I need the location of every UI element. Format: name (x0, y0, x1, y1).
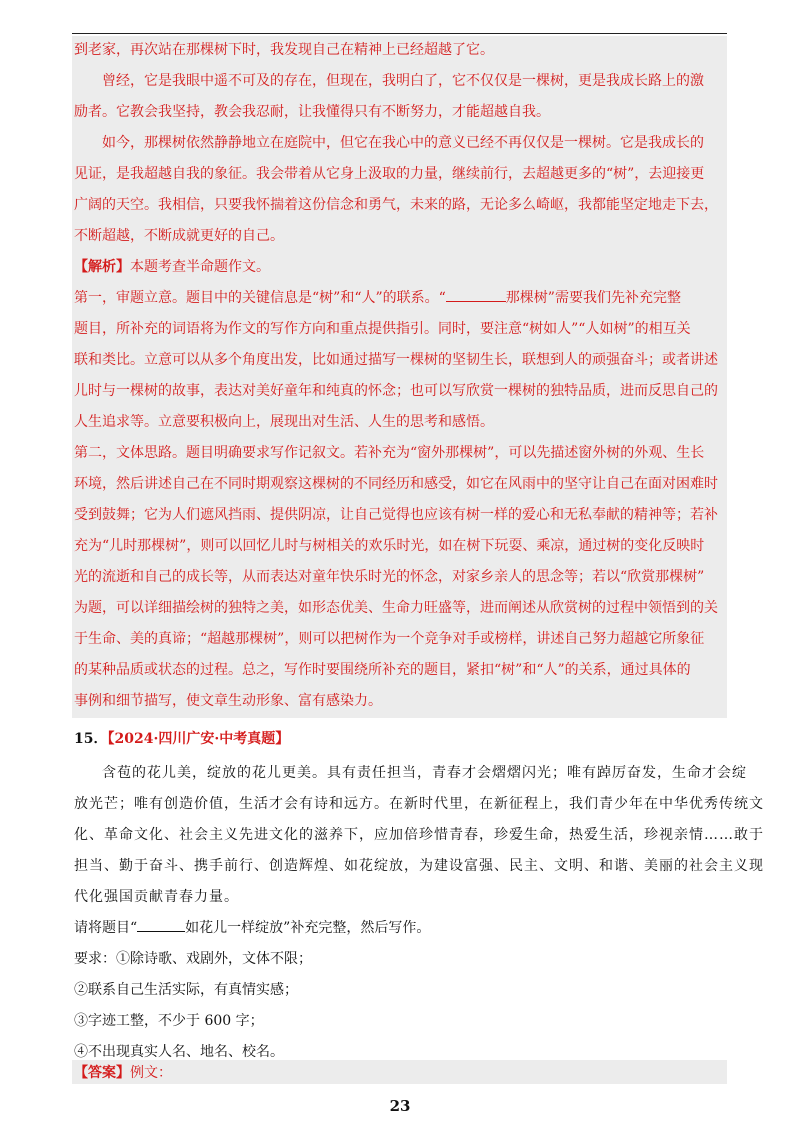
writing-prompt (74, 918, 430, 938)
essay-line: 到老家，再次站在那棵树下时，我发现自己在精神上已经超越了它。 (74, 42, 494, 58)
answer-heading (74, 1063, 172, 1083)
analysis-line: 光的流逝和自己的成长等，从而表达对童年快乐时光的怀念，对家乡亲人的思念等；若以“欣赏那棵树” (74, 569, 705, 585)
top-rule (72, 33, 727, 34)
analysis-tag: 【解析】 (74, 259, 130, 275)
fill-blank (137, 919, 185, 932)
requirement-line: ④不出现真实人名、地名、校名。 (74, 1044, 284, 1060)
question-heading (74, 729, 289, 749)
analysis-p1-first-line (74, 288, 681, 308)
essay-line: 见证，是我超越自我的象征。我会带着从它身上汲取的力量，继续前行，去超越更多的“树”，去迎接更 (74, 166, 705, 182)
material-line: 代化强国贡献青春力量。 (74, 889, 239, 905)
analysis-line: 受到鼓舞；它为人们遮风挡雨、提供阴凉，让自己觉得也应该有树一样的爱心和无私奉献的精神等；若补 (74, 507, 718, 523)
material-line: 放光芒；唯有创造价值，生活才会有诗和远方。在新时代里，在新征程上，我们青少年在中华优秀传统文 (74, 796, 764, 812)
material-line: 担当、勤于奋斗、携手前行、创造辉煌、如花绽放，为建设富强、民主、文明、和谐、美丽的社会主义现 (74, 858, 764, 874)
question-number: 15． (74, 731, 108, 747)
fill-blank (446, 289, 506, 302)
essay-line: 曾经，它是我眼中遥不可及的存在，但现在，我明白了，它不仅仅是一棵树，更是我成长路上的激 (102, 73, 704, 89)
essay-line: 励者。它教会我坚持，教会我忍耐，让我懂得只有不断努力，才能超越自我。 (74, 104, 550, 120)
analysis-p1-start: 第一，审题立意。题目中的关键信息是“树”和“人”的联系。“ (74, 290, 446, 306)
answer-text: 例文： (130, 1065, 172, 1081)
analysis-line: 人生追求等。立意要积极向上，展现出对生活、人生的思考和感悟。 (74, 414, 494, 430)
analysis-line: 充为“儿时那棵树”，则可以回忆儿时与树相关的欢乐时光，如在树下玩耍、乘凉，通过树的变化反映时 (74, 538, 705, 554)
analysis-line: 第二，文体思路。题目明确要求写作记叙文。若补充为“窗外那棵树”，可以先描述窗外树的外观、生长 (74, 445, 705, 461)
analysis-line: 联和类比。立意可以从多个角度出发，比如通过描写一棵树的坚韧生长，联想到人的顽强奋斗；或者讲述 (74, 352, 718, 368)
question-source: 【2024·四川广安·中考真题】 (107, 731, 290, 747)
analysis-heading (74, 257, 270, 277)
analysis-line: 的某种品质或状态的过程。总之，写作时要围绕所补充的题目，紧扣“树”和“人”的关系，通过具体的 (74, 662, 691, 678)
analysis-line: 事例和细节描写，使文章生动形象、富有感染力。 (74, 693, 382, 709)
material-line: 化、革命文化、社会主义先进文化的滋养下，应加倍珍惜青春，珍爱生命，热爱生活，珍视亲情……敢于 (74, 827, 764, 843)
analysis-line: 为题，可以详细描绘树的独特之美，如形态优美、生命力旺盛等，进而阐述从欣赏树的过程中领悟到的关 (74, 600, 718, 616)
analysis-line: 题目，所补充的词语将为作文的写作方向和重点提供指引。同时，要注意“树如人”“人如树”的相互关 (74, 321, 691, 337)
essay-line: 不断超越，不断成就更好的自己。 (74, 228, 284, 244)
essay-line: 如今，那棵树依然静静地立在庭院中，但它在我心中的意义已经不再仅仅是一棵树。它是我成长的 (102, 135, 704, 151)
prompt-after-blank: 如花儿一样绽放”补充完整，然后写作。 (185, 920, 431, 936)
material-line: 含苞的花儿美，绽放的花儿更美。具有责任担当，青春才会熠熠闪光；唯有踔厉奋发，生命才会绽 (102, 765, 747, 781)
prompt-start: 请将题目“ (74, 920, 138, 936)
analysis-intro: 本题考查半命题作文。 (130, 259, 270, 275)
requirement-line: 要求：①除诗歌、戏剧外，文体不限； (74, 951, 312, 967)
analysis-line: 儿时与一棵树的故事，表达对美好童年和纯真的怀念；也可以写欣赏一棵树的独特品质，进而反思自己的 (74, 383, 718, 399)
requirement-line: ②联系自己生活实际，有真情实感； (74, 982, 298, 998)
analysis-p1-after-blank: 那棵树”需要我们先补充完整 (505, 290, 681, 306)
analysis-line: 环境，然后讲述自己在不同时期观察这棵树的不同经历和感受，如它在风雨中的坚守让自己在面对困难时 (74, 476, 718, 492)
essay-line: 广阔的天空。我相信，只要我怀揣着这份信念和勇气，未来的路，无论多么崎岖，我都能坚定地走下去， (74, 197, 718, 213)
requirement-line: ③字迹工整，不少于 600 字； (74, 1013, 264, 1029)
page-number: 23 (389, 1097, 411, 1115)
answer-tag: 【答案】 (74, 1065, 130, 1081)
analysis-line: 于生命、美的真谛；“超越那棵树”，则可以把树作为一个竞争对手或榜样，讲述自己努力超越它所象征 (74, 631, 705, 647)
